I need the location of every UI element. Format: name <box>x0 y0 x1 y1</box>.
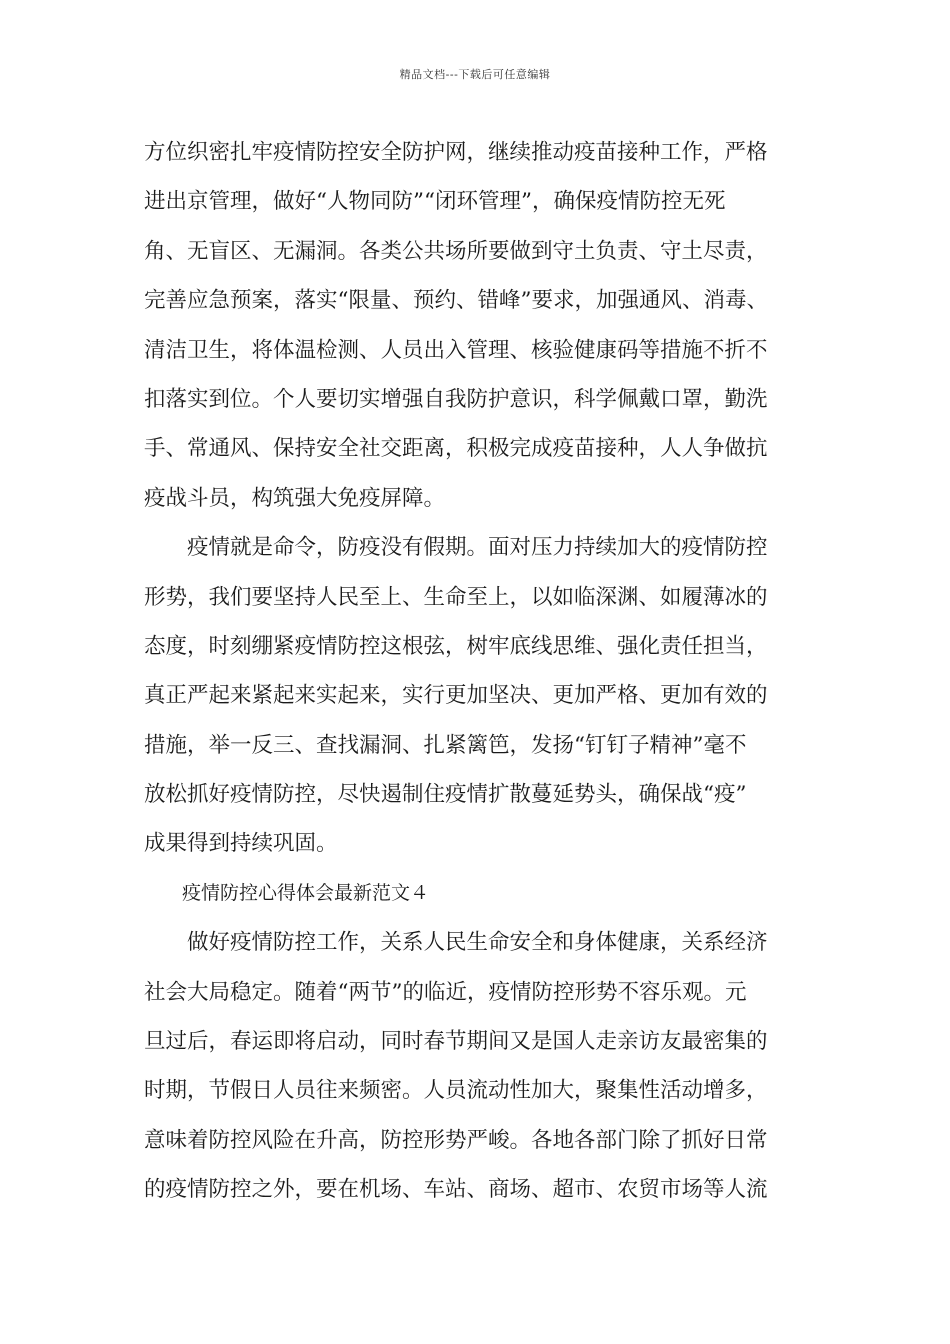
page-header: 精品文档---下载后可任意编辑 <box>399 68 551 81</box>
text-line: 时期，节假日人员往来频密。人员流动性加大，聚集性活动增多， <box>144 1078 768 1104</box>
text-line: 疫情就是命令，防疫没有假期。面对压力持续加大的疫情防控 <box>187 535 768 561</box>
text-line: 完善应急预案，落实“限量、预约、错峰”要求，加强通风、消毒、 <box>144 288 768 314</box>
text-line: 真正严起来紧起来实起来，实行更加坚决、更加严格、更加有效的 <box>144 683 768 709</box>
text-line: 扣落实到位。个人要切实增强自我防护意识，科学佩戴口罩，勤洗 <box>144 386 768 412</box>
text-line: 进出京管理，做好“人物同防”“闭环管理”，确保疫情防控无死 <box>144 189 726 215</box>
text-line: 社会大局稳定。随着“两节”的临近，疫情防控形势不容乐观。元 <box>144 979 747 1005</box>
text-line: 的疫情防控之外，要在机场、车站、商场、超市、农贸市场等人流 <box>144 1177 768 1203</box>
text-line: 意味着防控风险在升高，防控形势严峻。各地各部门除了抓好日常 <box>144 1127 768 1153</box>
text-line: 态度，时刻绷紧疫情防控这根弦，树牢底线思维、强化责任担当， <box>144 633 768 659</box>
text-line: 放松抓好疫情防控，尽快遏制住疫情扩散蔓延势头，确保战“疫” <box>144 782 747 808</box>
text-line: 清洁卫生，将体温检测、人员出入管理、核验健康码等措施不折不 <box>144 337 768 363</box>
document-body <box>144 128 824 1215</box>
text-line: 措施，举一反三、查找漏洞、扎紧篱笆，发扬“钉钉子精神”毫不 <box>144 732 747 758</box>
text-line: 角、无盲区、无漏洞。各类公共场所要做到守土负责、守土尽责， <box>144 238 768 264</box>
text-line: 旦过后，春运即将启动，同时春节期间又是国人走亲访友最密集的 <box>144 1029 768 1055</box>
text-line: 手、常通风、保持安全社交距离，积极完成疫苗接种，人人争做抗 <box>144 436 768 462</box>
text-line: 成果得到持续巩固。 <box>144 831 338 857</box>
section-subtitle: 疫情防控心得体会最新范文４ <box>182 881 430 904</box>
text-line: 方位织密扎牢疫情防控安全防护网，继续推动疫苗接种工作，严格 <box>144 140 768 165</box>
text-line: 做好疫情防控工作，关系人民生命安全和身体健康，关系经济 <box>187 930 768 956</box>
text-line: 形势，我们要坚持人民至上、生命至上，以如临深渊、如履薄冰的 <box>144 584 768 610</box>
text-line: 疫战斗员，构筑强大免疫屏障。 <box>144 485 446 511</box>
